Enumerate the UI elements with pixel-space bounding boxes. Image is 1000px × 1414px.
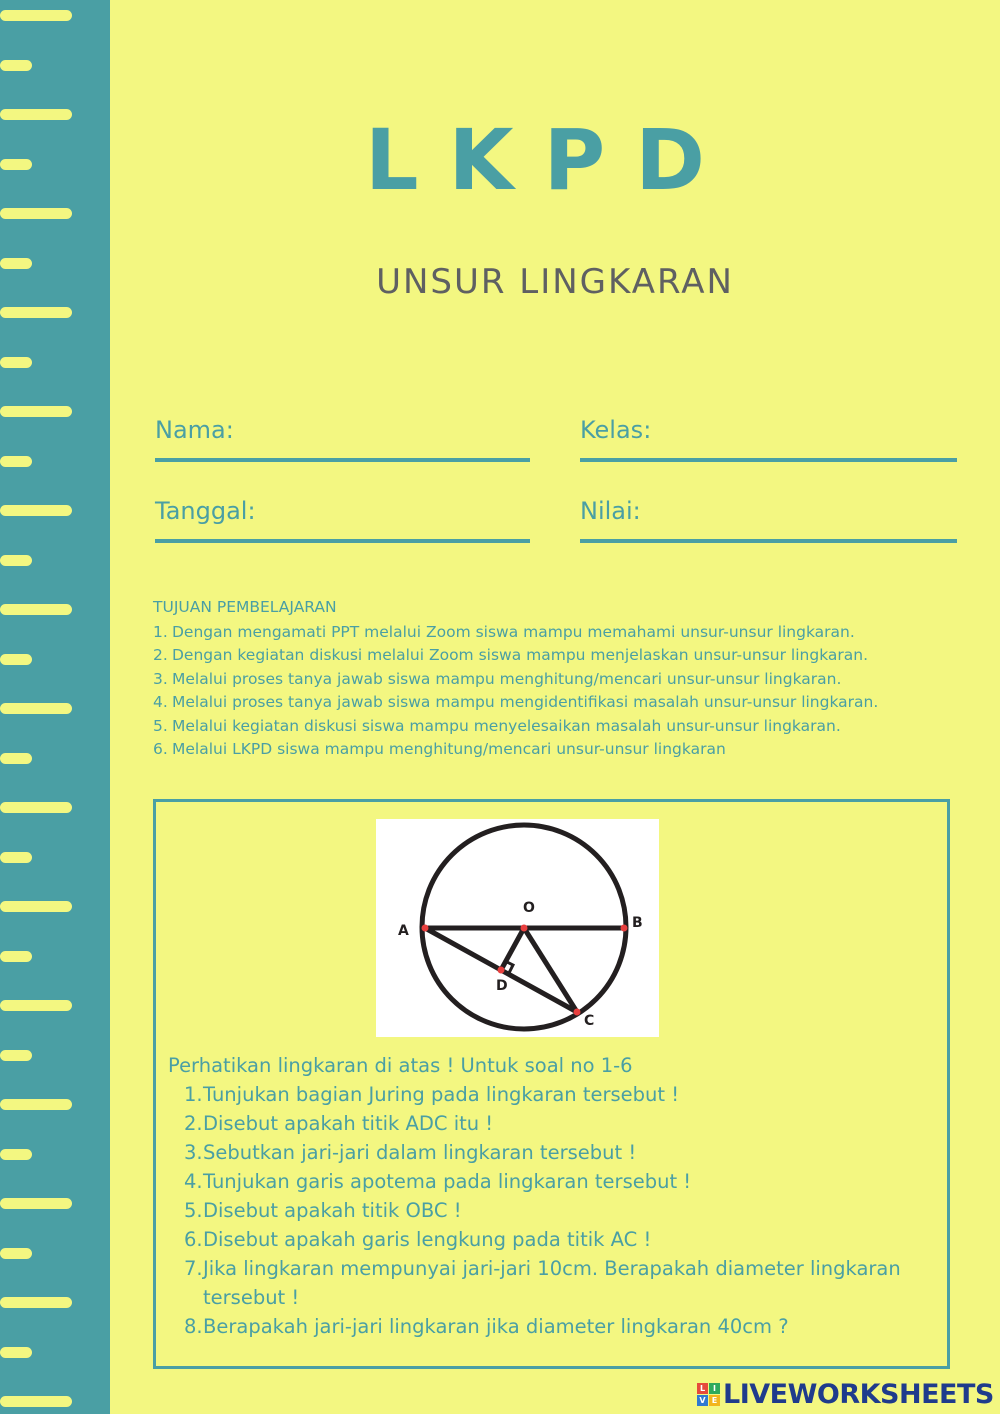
sidebar-tick (0, 753, 32, 764)
logo-mark-icon: L I V E (697, 1383, 720, 1406)
nama-label: Nama: (155, 416, 234, 444)
list-item: 6. Melalui LKPD siswa mampu menghitung/mencari unsur-unsur lingkaran (153, 740, 726, 758)
sidebar-tick (0, 951, 32, 962)
point-b (621, 925, 628, 932)
sidebar-tick (0, 1050, 32, 1061)
sidebar-tick (0, 555, 32, 566)
sidebar-tick (0, 802, 72, 813)
sidebar-tick (0, 258, 32, 269)
sidebar-tick (0, 10, 72, 21)
nilai-label: Nilai: (580, 497, 641, 525)
tanggal-field[interactable] (155, 539, 530, 543)
list-item: 3. Sebutkan jari-jari dalam lingkaran tersebut ! (184, 1141, 637, 1164)
sidebar-tick (0, 1099, 72, 1110)
label-c: C (584, 1013, 595, 1029)
decorative-sidebar (0, 0, 110, 1414)
learning-objectives (153, 596, 953, 762)
list-item: 4. Melalui proses tanya jawab siswa mampu mengidentifikasi masalah unsur-unsur lingkaran. (153, 693, 879, 711)
sidebar-tick (0, 604, 72, 615)
questions-section (168, 1051, 938, 1341)
sidebar-tick (0, 357, 32, 368)
list-item: 2. Disebut apakah titik ADC itu ! (184, 1112, 494, 1135)
sidebar-tick (0, 1198, 72, 1209)
point-c (574, 1009, 581, 1016)
list-item: 5. Melalui kegiatan diskusi siswa mampu menyelesaikan masalah unsur-unsur lingkaran. (153, 716, 841, 735)
list-item: 3. Melalui proses tanya jawab siswa mampu menghitung/mencari unsur-unsur lingkaran. (153, 669, 842, 688)
label-b: B (632, 915, 643, 931)
list-item: 5. Disebut apakah titik OBC ! (184, 1199, 462, 1222)
sidebar-tick (0, 406, 72, 417)
liveworksheets-logo[interactable] (697, 1377, 994, 1411)
label-d: D (496, 978, 508, 994)
kelas-field[interactable] (580, 458, 957, 462)
circle-diagram (376, 819, 659, 1037)
point-o (521, 925, 528, 932)
list-item: 8. Berapakah jari-jari lingkaran jika diameter lingkaran 40cm ? (184, 1315, 789, 1338)
tanggal-label: Tanggal: (155, 497, 256, 525)
sidebar-tick (0, 1000, 72, 1011)
page-title: LKPD (365, 111, 735, 209)
sidebar-tick (0, 505, 72, 516)
sidebar-tick (0, 456, 32, 467)
point-a (422, 925, 429, 932)
brand-name: LIVEWORKSHEETS (723, 1378, 994, 1410)
sidebar-tick (0, 1396, 72, 1407)
sidebar-tick (0, 901, 72, 912)
nama-field[interactable] (155, 458, 530, 462)
sidebar-tick (0, 1297, 72, 1308)
sidebar-tick (0, 159, 32, 170)
label-o: O (523, 900, 535, 916)
list-item: 1. Dengan mengamati PPT melalui Zoom siswa mampu memahami unsur-unsur lingkaran. (153, 622, 855, 641)
kelas-label: Kelas: (580, 416, 652, 444)
sidebar-tick (0, 60, 32, 71)
page-subtitle: UNSUR LINGKARAN (376, 262, 734, 302)
sidebar-tick (0, 1347, 32, 1358)
sidebar-tick (0, 307, 72, 318)
label-a: A (398, 923, 409, 939)
objectives-heading: TUJUAN PEMBELAJARAN (153, 598, 337, 616)
sidebar-tick (0, 654, 32, 665)
list-item: 6. Disebut apakah garis lengkung pada titik AC ! (184, 1228, 652, 1251)
sidebar-tick (0, 1149, 32, 1160)
sidebar-tick (0, 109, 72, 120)
list-item: 7. Jika lingkaran mempunyai jari-jari 10cm. Berapakah diameter lingkaran tersebut ! (184, 1257, 901, 1309)
sidebar-tick (0, 1248, 32, 1259)
questions-list (168, 1080, 938, 1341)
list-item: 1. Tunjukan bagian Juring pada lingkaran tersebut ! (184, 1083, 680, 1106)
circle-diagram-svg (376, 819, 659, 1037)
list-item: 2. Dengan kegiatan diskusi melalui Zoom siswa mampu menjelaskan unsur-unsur lingkaran. (153, 646, 869, 664)
list-item: 4. Tunjukan garis apotema pada lingkaran tersebut ! (184, 1170, 692, 1193)
questions-intro: Perhatikan lingkaran di atas ! Untuk soal no 1-6 (168, 1054, 633, 1077)
point-d (498, 967, 505, 974)
sidebar-tick (0, 703, 72, 714)
objectives-list (153, 621, 953, 762)
sidebar-tick (0, 208, 72, 219)
sidebar-tick (0, 852, 32, 863)
nilai-field[interactable] (580, 539, 957, 543)
